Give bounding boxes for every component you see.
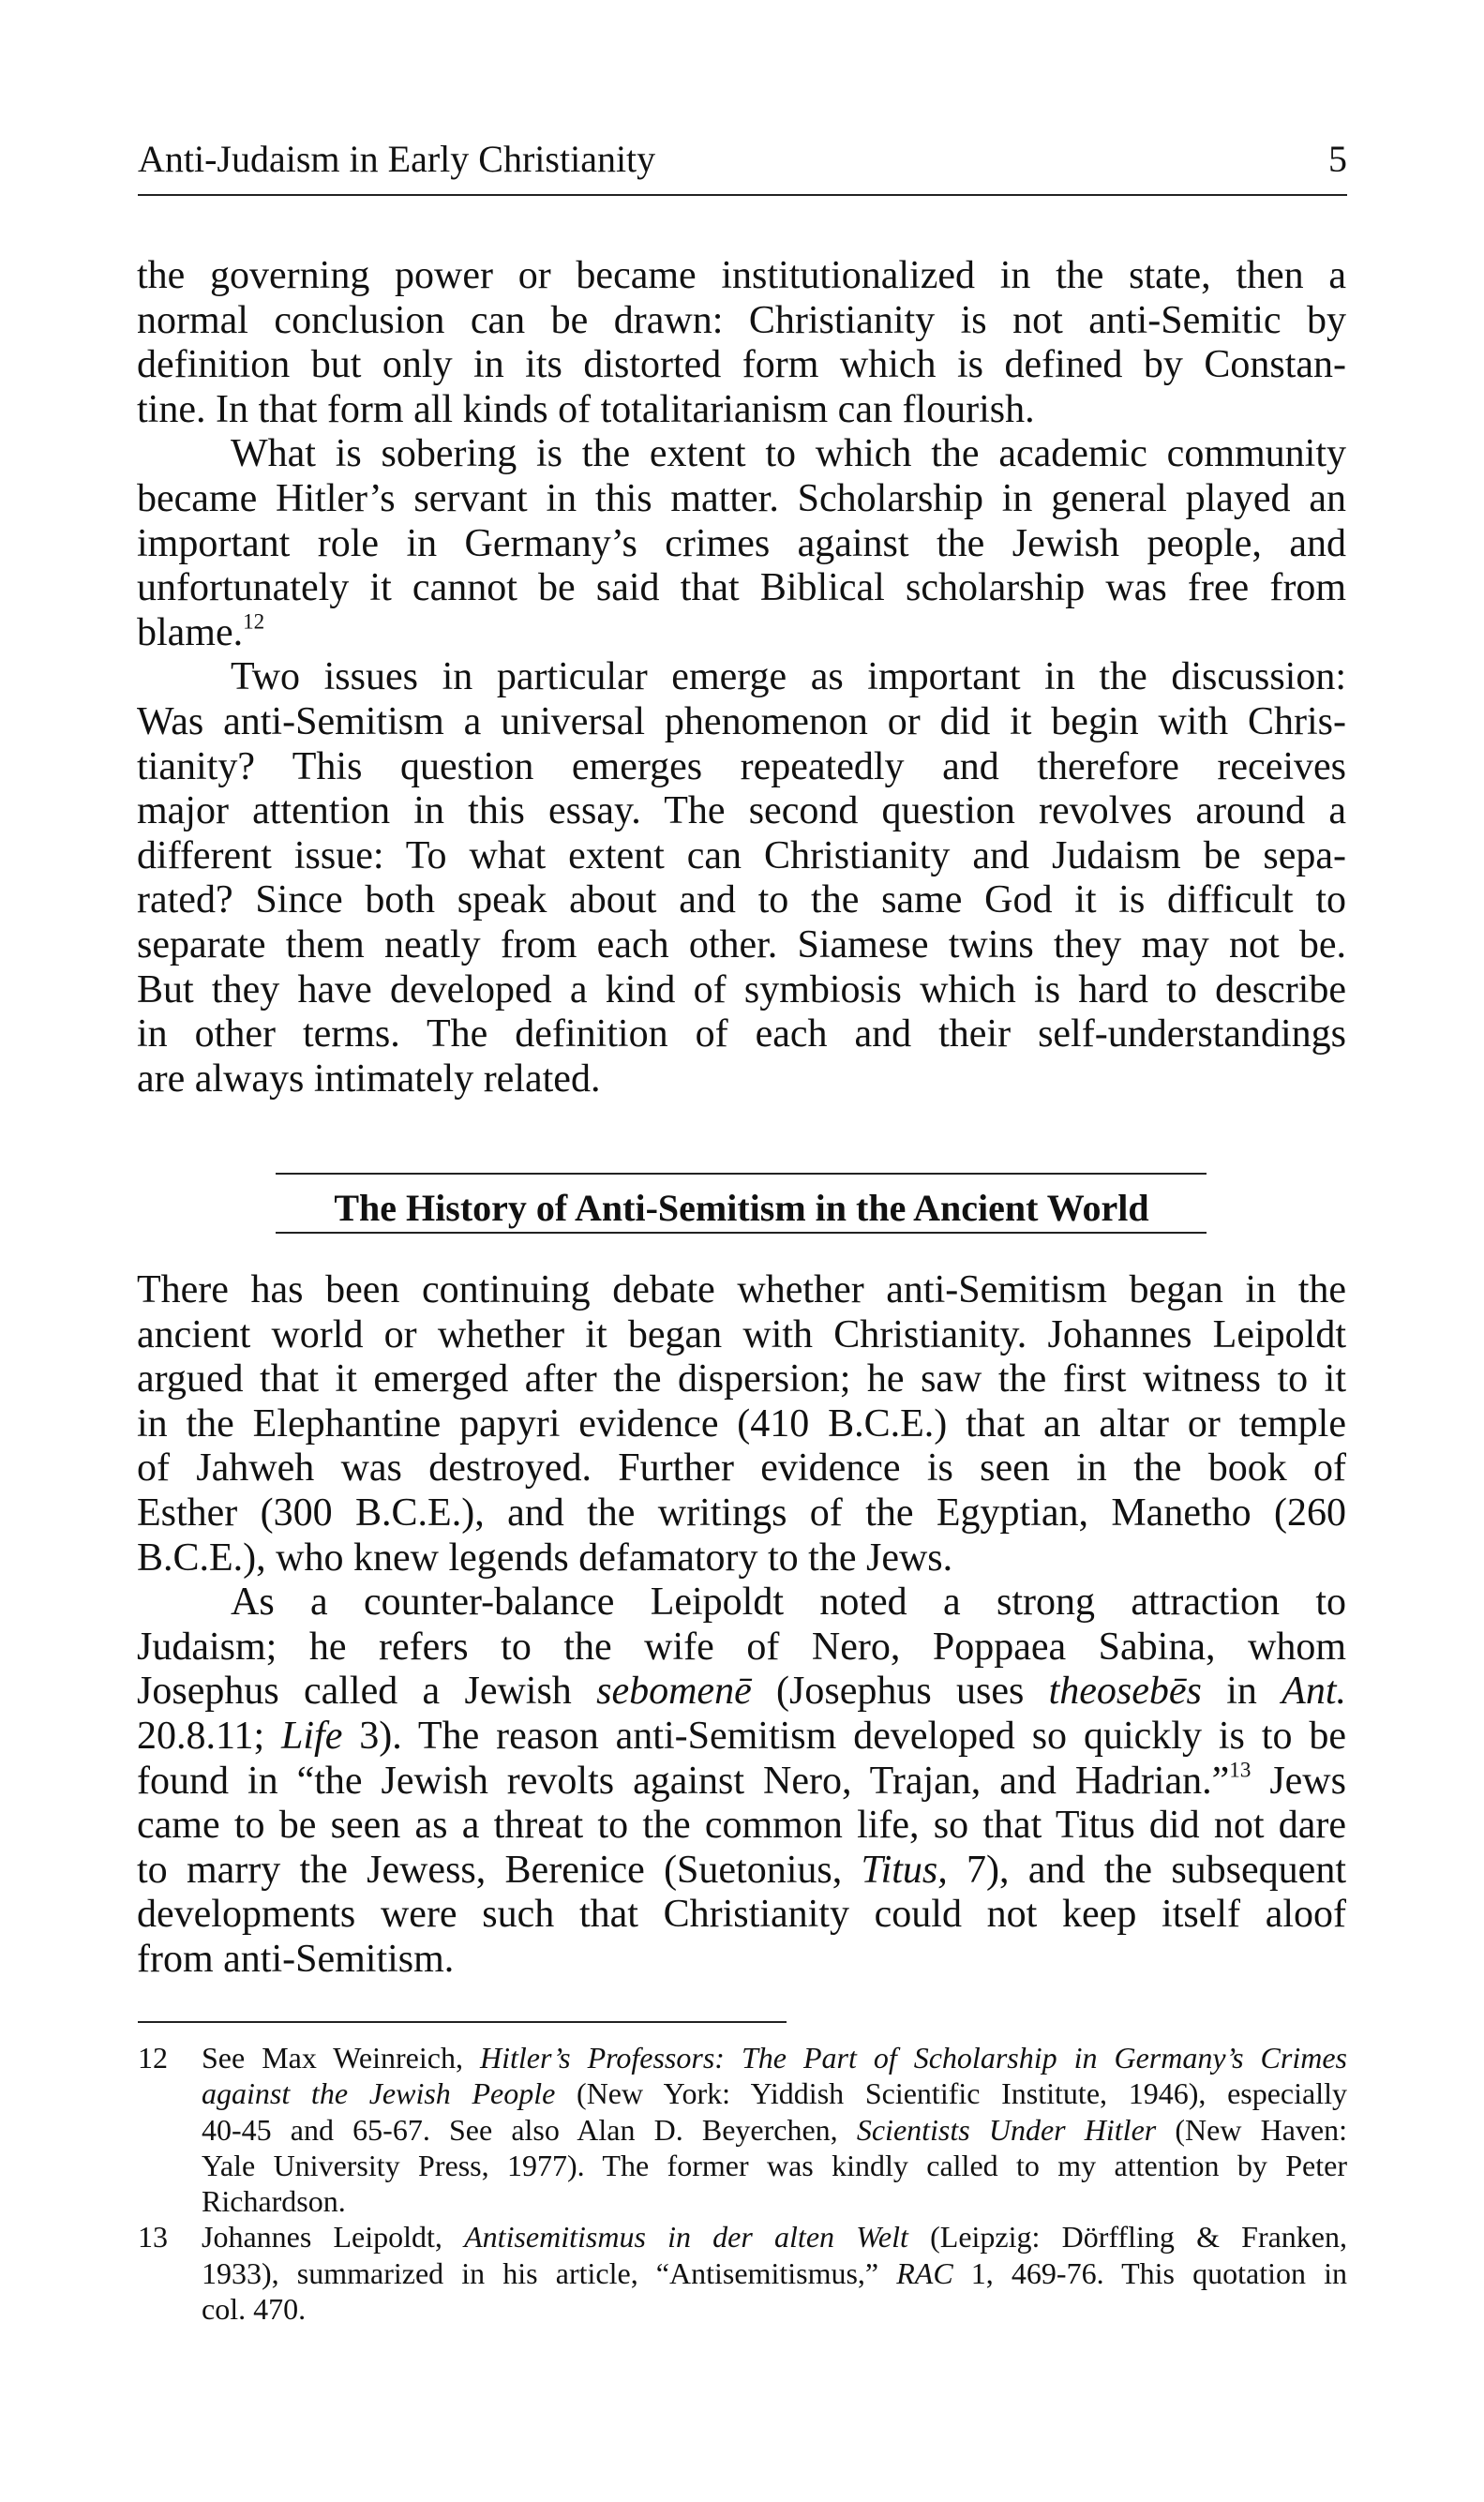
- page-number: 5: [1328, 138, 1347, 180]
- footnotes: [138, 2040, 1347, 2327]
- text-run: col. 470.: [202, 2292, 307, 2327]
- italic-text: Ant.: [1282, 1670, 1346, 1714]
- text-line: [202, 2040, 1347, 2075]
- text-line: [137, 1757, 1346, 1805]
- text-run: tianity? This question emerges repeatedly and therefore receives: [137, 744, 1346, 788]
- text-run: Yale University Press, 1977). The former was kindly called to my attention by Peter: [202, 2148, 1347, 2182]
- text-line: [137, 432, 1346, 477]
- paragraph: [137, 432, 1346, 655]
- text-run: Richardson.: [202, 2184, 346, 2219]
- text-run: See Max Weinreich,: [202, 2041, 480, 2075]
- text-run: Judaism; he refers to the wife of Nero, Poppaea Sabina, whom: [137, 1625, 1346, 1669]
- text-line: [137, 477, 1346, 522]
- italic-text: sebomenē: [596, 1670, 752, 1714]
- footnote-reference: 13: [1229, 1757, 1252, 1782]
- text-line: [137, 1893, 1346, 1938]
- text-line: [137, 1715, 1346, 1760]
- footnote: [138, 2219, 1347, 2327]
- italic-text: Life: [281, 1714, 343, 1758]
- text-line: [137, 968, 1346, 1013]
- heading-rule-bottom: [276, 1232, 1207, 1234]
- text-run: 20.8.11;: [137, 1714, 282, 1758]
- footnote-reference: 12: [243, 608, 265, 634]
- text-line: [137, 1491, 1346, 1536]
- text-run: (New York: Yiddish Scientific Institute, 1946), especially: [555, 2076, 1348, 2111]
- text-line: [137, 299, 1346, 344]
- text-line: [137, 1057, 1346, 1102]
- text-run: to marry the Jewess, Berenice (Suetonius,: [137, 1848, 862, 1892]
- paragraph: [137, 655, 1346, 1101]
- text-run: came to be seen as a threat to the common life, so that Titus did not dare: [137, 1804, 1346, 1848]
- text-line: [137, 1670, 1346, 1715]
- text-run: But they have developed a kind of symbiosis which is hard to describe: [137, 967, 1346, 1011]
- italic-text: against the Jewish People: [202, 2076, 556, 2111]
- text-line: [137, 1313, 1346, 1358]
- paragraph: [137, 1268, 1346, 1581]
- italic-text: Scientists Under Hitler: [856, 2112, 1157, 2147]
- text-run: are always intimately related.: [137, 1056, 601, 1101]
- text-line: [137, 1402, 1346, 1447]
- text-run: 1, 469-76. This quotation in: [952, 2255, 1348, 2290]
- text-run: definition but only in its distorted form which is defined by Constan-: [137, 343, 1346, 387]
- text-run: normal conclusion can be drawn: Christianity is not anti-Semitic by: [137, 298, 1346, 342]
- text-line: [137, 1626, 1346, 1670]
- text-run: (Leipzig: Dörffling & Franken,: [907, 2220, 1348, 2255]
- text-line: [137, 789, 1346, 834]
- text-line: [137, 343, 1346, 388]
- running-header: [138, 134, 1347, 185]
- footnote-number: 12: [138, 2041, 168, 2075]
- text-run: Was anti-Semitism a universal phenomenon or did it begin with Chris-: [137, 699, 1346, 743]
- text-run: in other terms. The definition of each and their self-understandings: [137, 1012, 1346, 1056]
- text-run: tine. In that form all kinds of totalitarianism can flourish.: [137, 387, 1035, 431]
- text-line: [137, 745, 1346, 790]
- paragraph: [137, 1581, 1346, 1982]
- italic-text: Antisemitismus in der alten Welt: [464, 2220, 908, 2255]
- italic-text: Hitler’s Professors: The Part of Scholarship in Germany’s Crimes: [479, 2041, 1348, 2075]
- text-run: from anti-Semitism.: [137, 1937, 455, 1981]
- italic-text: RAC: [896, 2255, 953, 2290]
- text-run: unfortunately it cannot be said that Biblical scholarship was free from: [137, 566, 1346, 610]
- text-line: [137, 834, 1346, 879]
- text-line: [137, 254, 1346, 299]
- text-line: [137, 1536, 1346, 1581]
- text-line: [137, 388, 1346, 433]
- text-line: [137, 1849, 1346, 1894]
- text-line: [137, 1268, 1346, 1313]
- text-line: [202, 2219, 1347, 2255]
- text-line: [137, 1446, 1346, 1491]
- text-run: 1933), summarized in his article, “Antisemitismus,”: [202, 2255, 897, 2290]
- text-run: Esther (300 B.C.E.), and the writings of the Egyptian, Manetho (260: [137, 1491, 1346, 1535]
- text-run: As a counter-balance Leipoldt noted a strong attraction to: [231, 1581, 1346, 1625]
- text-run: What is sobering is the extent to which the academic community: [231, 432, 1346, 476]
- text-line: [137, 522, 1346, 567]
- text-run: in the Elephantine papyri evidence (410 B.C.E.) that an altar or temple: [137, 1401, 1346, 1446]
- body-section-1: [137, 254, 1346, 1101]
- text-run: 3). The reason anti-Semitism developed so quickly is to be: [342, 1714, 1346, 1758]
- footnote-rule: [138, 2021, 787, 2023]
- text-run: found in “the Jewish revolts against Nero, Trajan, and Hadrian.”: [137, 1759, 1230, 1803]
- text-run: different issue: To what extent can Christianity and Judaism be sepa-: [137, 833, 1346, 877]
- text-run: the governing power or became institutionalized in the state, then a: [137, 254, 1346, 297]
- text-run: argued that it emerged after the dispersion; he saw the first witness to it: [137, 1357, 1346, 1401]
- text-run: of Jahweh was destroyed. Further evidence is seen in the book of: [137, 1446, 1346, 1491]
- text-run: developments were such that Christianity could not keep itself aloof: [137, 1893, 1346, 1937]
- text-line: [202, 2112, 1347, 2148]
- body-section-2: [137, 1268, 1346, 1983]
- text-line: [137, 655, 1346, 700]
- heading-rule-top: [276, 1173, 1207, 1175]
- text-run: Josephus called a Jewish: [137, 1670, 597, 1714]
- text-line: [137, 1357, 1346, 1402]
- text-line: [137, 608, 1346, 656]
- text-run: 40-45 and 65-67. See also Alan D. Beyerchen,: [202, 2112, 857, 2147]
- text-line: [137, 878, 1346, 923]
- text-run: rated? Since both speak about and to the same God it is difficult to: [137, 878, 1346, 922]
- text-run: (New Haven:: [1156, 2112, 1348, 2147]
- text-run: Jews: [1251, 1759, 1346, 1803]
- text-line: [137, 1938, 1346, 1983]
- text-run: ancient world or whether it began with Christianity. Johannes Leipoldt: [137, 1312, 1346, 1356]
- text-run: Johannes Leipoldt,: [202, 2220, 465, 2255]
- text-line: [137, 1581, 1346, 1626]
- text-run: separate them neatly from each other. Siamese twins they may not be.: [137, 922, 1346, 966]
- text-line: [137, 923, 1346, 968]
- footnote: [138, 2040, 1347, 2219]
- text-run: 7), and the subsequent: [947, 1848, 1346, 1892]
- text-line: [202, 2183, 1347, 2219]
- text-run: There has been continuing debate whether anti-Semitism began in the: [137, 1268, 1346, 1311]
- text-run: important role in Germany’s crimes against the Jewish people, and: [137, 521, 1346, 565]
- text-line: [202, 2148, 1347, 2183]
- section-heading: The History of Anti-Semitism in the Ancient World: [334, 1187, 1149, 1229]
- header-rule: [138, 194, 1347, 196]
- text-line: [137, 1012, 1346, 1057]
- text-run: Two issues in particular emerge as important in the discussion:: [231, 655, 1346, 699]
- text-line: [202, 2255, 1347, 2291]
- text-run: in: [1201, 1670, 1282, 1714]
- text-run: major attention in this essay. The second question revolves around a: [137, 789, 1346, 833]
- text-line: [202, 2075, 1347, 2111]
- text-run: (Josephus uses: [751, 1670, 1049, 1714]
- running-title: Anti-Judaism in Early Christianity: [138, 138, 656, 180]
- text-run: blame.: [137, 610, 244, 654]
- text-line: [137, 1804, 1346, 1849]
- text-run: B.C.E.), who knew legends defamatory to the Jews.: [137, 1536, 953, 1580]
- text-line: [202, 2291, 1347, 2327]
- paragraph: [137, 254, 1346, 432]
- footnote-number: 13: [138, 2220, 168, 2255]
- italic-text: Titus,: [861, 1848, 948, 1892]
- text-run: became Hitler’s servant in this matter. Scholarship in general played an: [137, 476, 1346, 520]
- text-line: [137, 566, 1346, 611]
- italic-text: theosebēs: [1048, 1670, 1202, 1714]
- text-line: [137, 700, 1346, 745]
